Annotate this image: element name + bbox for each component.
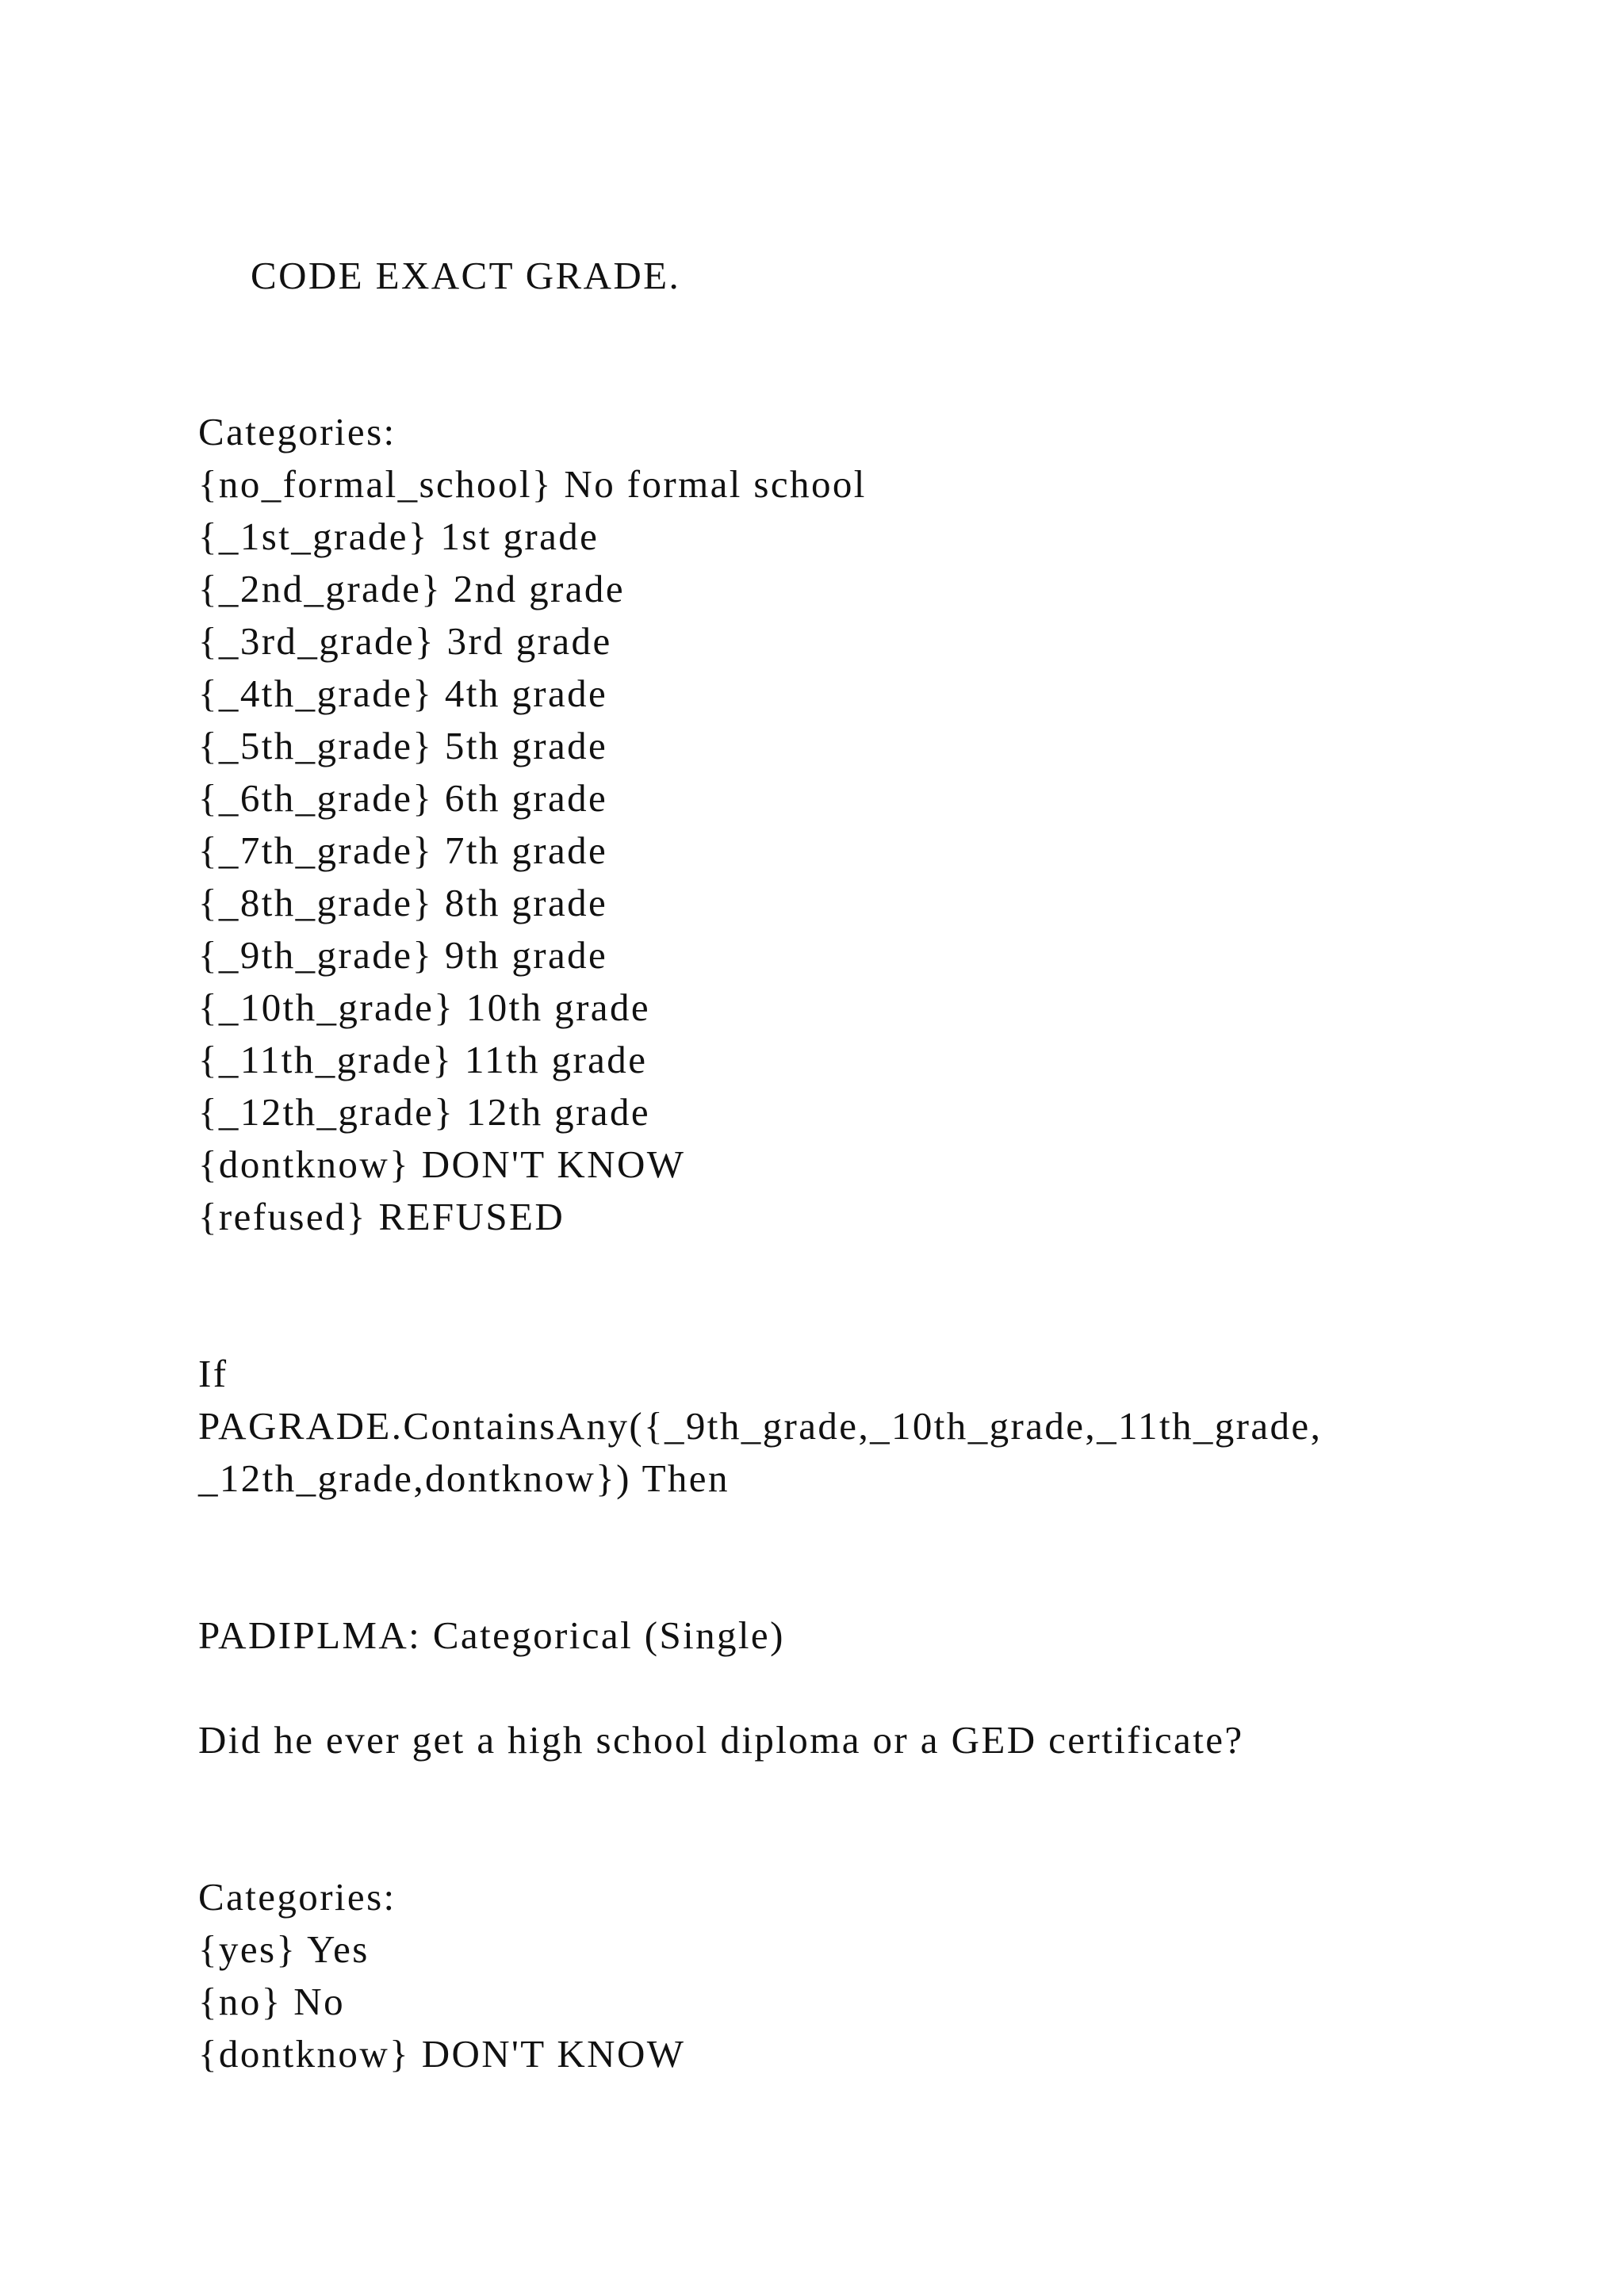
- category-item: {no} No: [198, 1980, 345, 2023]
- category-item: {_12th_grade} 12th grade: [198, 1090, 650, 1134]
- category-item: {_6th_grade} 6th grade: [198, 776, 608, 820]
- category-item: {_8th_grade} 8th grade: [198, 881, 608, 924]
- category-item: {dontknow} DON'T KNOW: [198, 1142, 686, 1186]
- category-item: {_4th_grade} 4th grade: [198, 672, 608, 715]
- condition-expression-continued: _12th_grade,dontknow}) Then: [198, 1456, 730, 1500]
- diploma-categories-heading: Categories:: [198, 1875, 396, 1919]
- category-item: {_9th_grade} 9th grade: [198, 933, 608, 977]
- category-item: {refused} REFUSED: [198, 1195, 565, 1238]
- instruction-text: CODE EXACT GRADE.: [251, 254, 681, 297]
- category-item: {_11th_grade} 11th grade: [198, 1038, 648, 1081]
- category-item: {_7th_grade} 7th grade: [198, 828, 608, 872]
- category-item: {no_formal_school} No formal school: [198, 462, 867, 506]
- question-header: PADIPLMA: Categorical (Single): [198, 1613, 785, 1657]
- category-item: {_5th_grade} 5th grade: [198, 724, 608, 767]
- category-item: {_10th_grade} 10th grade: [198, 985, 650, 1029]
- category-item: {dontknow} DON'T KNOW: [198, 2032, 686, 2076]
- grade-categories-heading: Categories:: [198, 410, 396, 453]
- category-item: {_2nd_grade} 2nd grade: [198, 567, 625, 610]
- question-text: Did he ever get a high school diploma or a GED certificate?: [198, 1718, 1244, 1762]
- category-item: {_3rd_grade} 3rd grade: [198, 619, 612, 663]
- condition-if: If: [198, 1352, 228, 1395]
- category-item: {_1st_grade} 1st grade: [198, 515, 599, 558]
- category-item: {yes} Yes: [198, 1927, 370, 1971]
- condition-expression: PAGRADE.ContainsAny({_9th_grade,_10th_grade,_11th_grade,: [198, 1404, 1323, 1448]
